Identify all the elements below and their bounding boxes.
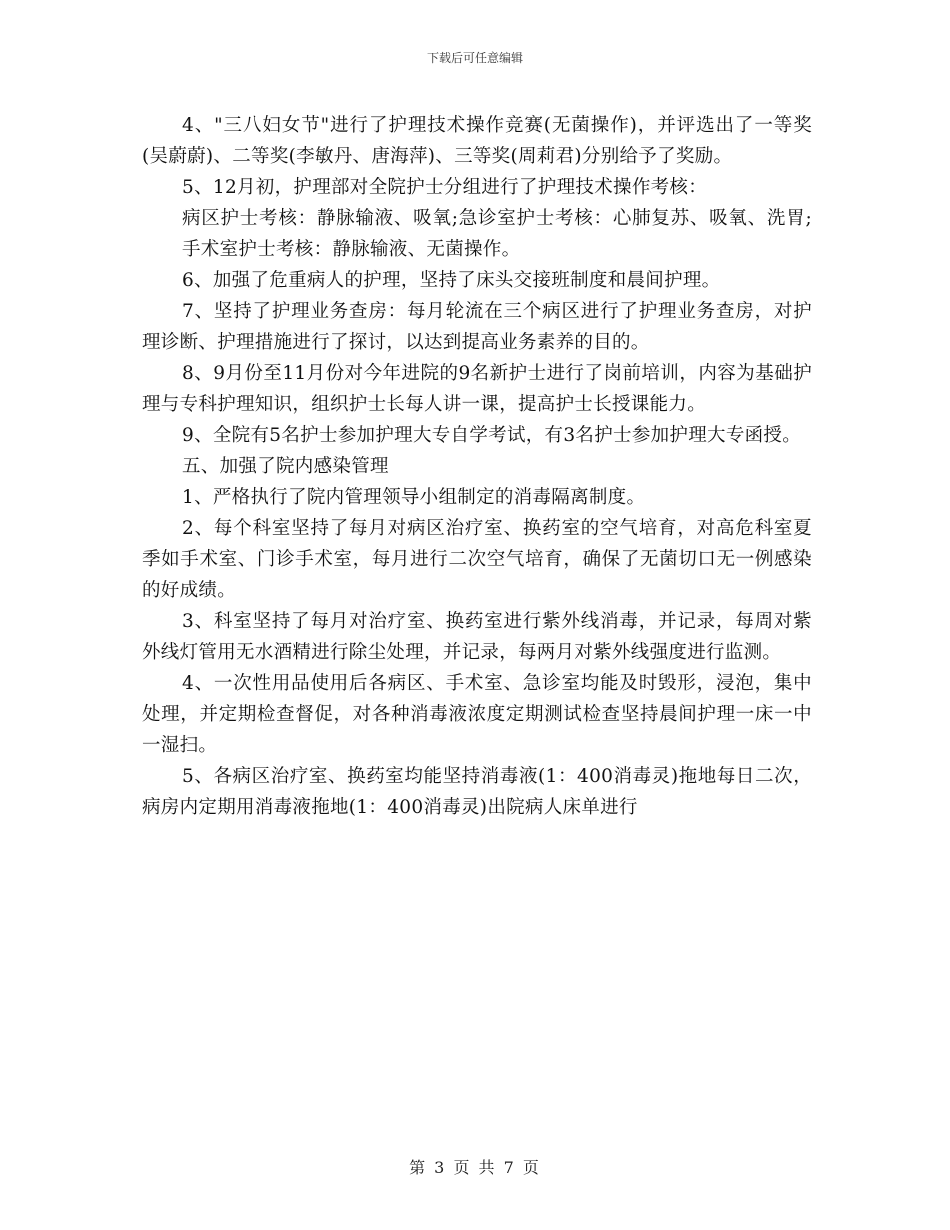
- paragraph-item-5-assessment: 5、12月初，护理部对全院护士分组进行了护理技术操作考核：: [182, 177, 708, 198]
- document-body: [142, 110, 812, 823]
- paragraph-infection-item-4: 4、一次性用品使用后各病区、手术室、急诊室均能及时毁形，浸泡，集中处理，并定期检查督促，对各种消毒液浓度定期测试检查坚持晨间护理一床一中一湿扫。: [142, 673, 812, 756]
- paragraph-infection-item-2: 2、每个科室坚持了每月对病区治疗室、换药室的空气培育，对高危科室夏季如手术室、门诊手术室，每月进行二次空气培育，确保了无菌切口无一例感染的好成绩。: [142, 518, 812, 601]
- paragraph-item-6-critical-care: 6、加强了危重病人的护理，坚持了床头交接班制度和晨间护理。: [182, 270, 721, 291]
- section-heading-infection-control: 五、加强了院内感染管理: [182, 456, 389, 477]
- paragraph-item-7-ward-rounds: 7、坚持了护理业务查房：每月轮流在三个病区进行了护理业务查房，对护理诊断、护理措施进行了探讨，以达到提高业务素养的目的。: [142, 301, 812, 353]
- paragraph-infection-item-5: 5、各病区治疗室、换药室均能坚持消毒液(1：400消毒灵)拖地每日二次，病房内定期用消毒液拖地(1：400消毒灵)出院病人床单进行: [142, 766, 812, 818]
- page-number-footer: 第 3 页 共 7 页: [409, 1158, 541, 1177]
- page-header-note: 下载后可任意编辑: [426, 51, 523, 65]
- paragraph-infection-item-3: 3、科室坚持了每月对治疗室、换药室进行紫外线消毒，并记录，每周对紫外线灯管用无水酒精进行除尘处理，并记录，每两月对紫外线强度进行监测。: [142, 611, 812, 663]
- paragraph-item-4-competition: 4、"三八妇女节"进行了护理技术操作竞赛(无菌操作)，并评选出了一等奖(吴蔚蔚)、二等奖(李敏丹、唐海萍)、三等奖(周莉君)分别给予了奖励。: [142, 115, 812, 167]
- paragraph-assessment-details: 病区护士考核：静脉输液、吸氧;急诊室护士考核：心肺复苏、吸氧、洗胃;手术室护士考核：静脉输液、无菌操作。: [182, 208, 812, 260]
- paragraph-item-9-exams: 9、全院有5名护士参加护理大专自学考试，有3名护士参加护理大专函授。: [182, 425, 802, 446]
- paragraph-item-8-training: 8、9月份至11月份对今年进院的9名新护士进行了岗前培训，内容为基础护理与专科护理知识，组织护士长每人讲一课，提高护士长授课能力。: [142, 363, 812, 415]
- paragraph-infection-item-1: 1、严格执行了院内管理领导小组制定的消毒隔离制度。: [182, 487, 646, 508]
